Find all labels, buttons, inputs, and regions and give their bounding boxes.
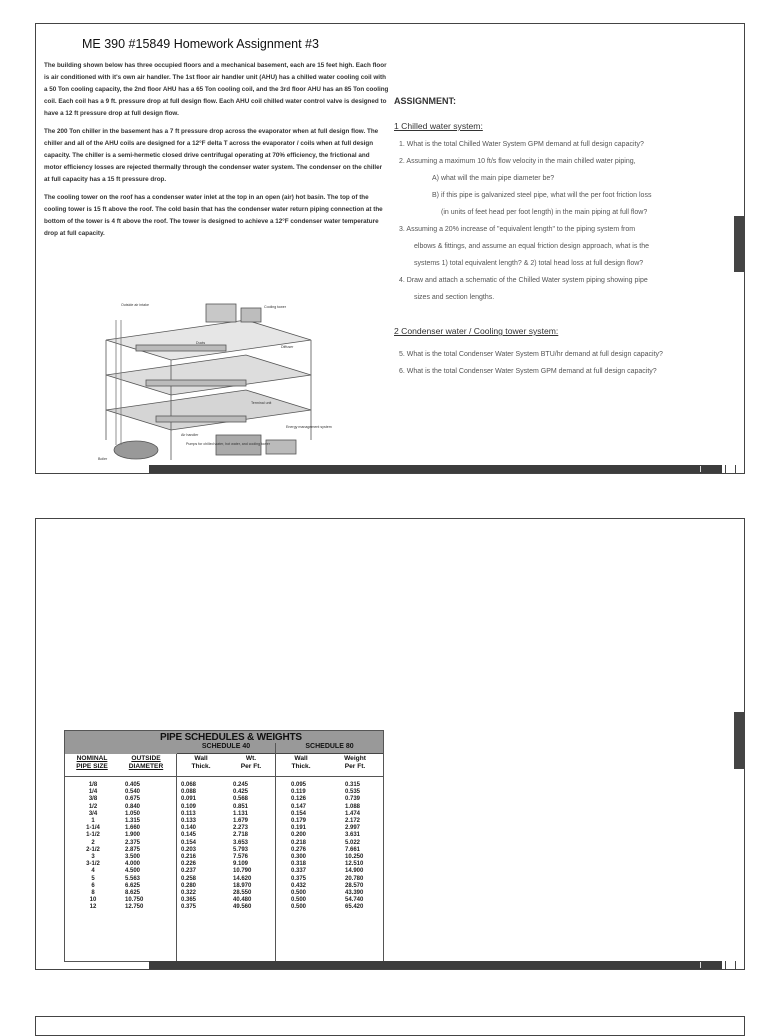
table-cell-outside: 4.000 bbox=[125, 861, 141, 868]
table-cell-wt80: 28.570 bbox=[345, 882, 364, 889]
table-cell-wt40: 1.679 bbox=[233, 818, 249, 825]
table-cell-wt80: 7.661 bbox=[345, 846, 361, 853]
table-cell-wall40: 0.258 bbox=[181, 875, 197, 882]
header-divider bbox=[65, 776, 383, 777]
section-chilled-water: 1 Chilled water system: bbox=[394, 121, 483, 131]
table-cell-wall80: 0.119 bbox=[291, 789, 306, 796]
table-cell-wt40: 2.718 bbox=[233, 832, 249, 839]
label-boiler: Boiler bbox=[98, 457, 108, 461]
table-cell-nominal: 2 bbox=[91, 839, 95, 846]
table-cell-wt80: 2.172 bbox=[345, 818, 361, 825]
table-cell-nominal: 2-1/2 bbox=[86, 846, 100, 853]
table-cell-outside: 1.660 bbox=[125, 825, 141, 832]
table-cell-wt80: 14.900 bbox=[345, 868, 364, 875]
horizontal-scrollbar-2[interactable] bbox=[149, 961, 722, 969]
table-cell-wt80: 2.997 bbox=[345, 825, 361, 832]
table-cell-wall40: 0.237 bbox=[181, 868, 197, 875]
slide-page-1 bbox=[35, 23, 745, 474]
table-cell-wt80: 10.250 bbox=[345, 854, 364, 861]
table-cell-wall80: 0.126 bbox=[291, 796, 307, 803]
label-ducts: Ducts bbox=[196, 341, 206, 345]
table-cell-wt80: 65.420 bbox=[345, 904, 364, 911]
table-cell-wall80: 0.337 bbox=[291, 868, 307, 875]
table-cell-wt40: 7.576 bbox=[233, 854, 249, 861]
table-cell-nominal: 1/2 bbox=[88, 803, 98, 810]
table-cell-nominal: 3/8 bbox=[88, 796, 98, 803]
col-header-outside: OUTSIDE DIAMETER bbox=[128, 755, 164, 770]
table-cell-wall80: 0.179 bbox=[291, 818, 307, 825]
problem-statement bbox=[44, 60, 389, 246]
label-outside-air: Outside air intake bbox=[121, 303, 149, 307]
table-cell-wall40: 0.133 bbox=[181, 818, 197, 825]
table-cell-nominal: 8 bbox=[91, 890, 95, 897]
column-nominal bbox=[73, 782, 113, 912]
table-cell-outside: 8.625 bbox=[125, 890, 141, 897]
table-cell-wall40: 0.109 bbox=[181, 803, 197, 810]
schedule-80-header: SCHEDULE 80 bbox=[276, 743, 383, 754]
table-cell-nominal: 1/4 bbox=[88, 789, 98, 796]
table-cell-wall80: 0.500 bbox=[291, 904, 307, 911]
table-cell-wt40: 5.793 bbox=[233, 846, 249, 853]
table-cell-wall80: 0.500 bbox=[291, 897, 307, 904]
table-cell-wt40: 3.653 bbox=[233, 839, 249, 846]
col-header-wt80: Weight Per Ft. bbox=[344, 755, 366, 770]
table-cell-wall80: 0.276 bbox=[291, 846, 307, 853]
assignment-section bbox=[394, 96, 739, 375]
table-cell-outside: 0.840 bbox=[125, 803, 141, 810]
table-cell-wall80: 0.191 bbox=[291, 825, 307, 832]
table-cell-nominal: 10 bbox=[89, 897, 97, 904]
hvac-building-diagram bbox=[96, 300, 332, 472]
table-cell-nominal: 1-1/4 bbox=[86, 825, 100, 832]
scroll-corner-left-2 bbox=[725, 961, 734, 969]
table-cell-outside: 1.315 bbox=[125, 818, 141, 825]
table-cell-wall40: 0.113 bbox=[181, 810, 196, 817]
table-cell-wall40: 0.322 bbox=[181, 890, 197, 897]
assignment-heading: ASSIGNMENT: bbox=[394, 96, 457, 106]
table-cell-outside: 0.675 bbox=[125, 796, 141, 803]
table-cell-wall40: 0.365 bbox=[181, 897, 197, 904]
col-header-wall80: Wall Thick. bbox=[291, 755, 311, 770]
col-header-wall40: Wall Thick. bbox=[191, 755, 211, 770]
table-cell-wall40: 0.154 bbox=[181, 839, 197, 846]
table-cell-wt40: 10.790 bbox=[233, 868, 252, 875]
table-cell-nominal: 3-1/2 bbox=[86, 861, 100, 868]
table-cell-wt80: 1.088 bbox=[345, 803, 361, 810]
table-title: PIPE SCHEDULES & WEIGHTS bbox=[160, 732, 302, 743]
table-cell-outside: 5.563 bbox=[125, 875, 141, 882]
table-cell-outside: 10.750 bbox=[125, 897, 144, 904]
scroll-corner-left bbox=[725, 465, 734, 473]
slide-page-3 bbox=[35, 1016, 745, 1036]
table-cell-outside: 1.900 bbox=[125, 832, 141, 839]
table-cell-wt40: 18.970 bbox=[233, 882, 252, 889]
slide-page-2 bbox=[35, 518, 745, 970]
question-2b-line1: B) if this pipe is galvanized steel pipe, what will the per foot friction loss bbox=[432, 192, 652, 199]
table-cell-outside: 1.050 bbox=[125, 810, 141, 817]
table-cell-outside: 12.750 bbox=[125, 904, 144, 911]
table-cell-outside: 2.375 bbox=[125, 839, 141, 846]
table-cell-wall80: 0.147 bbox=[291, 803, 307, 810]
table-cell-outside: 0.405 bbox=[125, 782, 141, 788]
scroll-corner-right bbox=[735, 465, 744, 473]
table-cell-wt80: 3.631 bbox=[345, 832, 361, 839]
side-tab-2[interactable] bbox=[734, 712, 745, 769]
table-cell-wt40: 1.131 bbox=[233, 810, 249, 817]
paragraph-tower: The cooling tower on the roof has a condenser water inlet at the top in an open (air) hot basin. The top of the cooling tower is 15 ft above the roof. The cold basin that has the condenser water return piping connection at the bottom of the tower is 4 ft above the roof. The tower is designed to achieve a 12°F condenser water temperature drop at full capacity. bbox=[44, 194, 383, 237]
paragraph-chiller: The 200 Ton chiller in the basement has a 7 ft pressure drop across the evaporator when at full design flow. The chiller and all of the AHU coils are designed for a 12°F delta T across the evaporator / coils when at full design capacity. The chiller is a semi-hermetic closed drive centrifugal operating at 70% efficiency, the frictional and motor efficiency losses are rejected thermally through the condenser water system. The condenser on the chiller at full capacity has a 15 ft pressure drop. bbox=[44, 128, 383, 183]
column-wt40 bbox=[233, 782, 273, 912]
section-condenser-water: 2 Condenser water / Cooling tower system: bbox=[394, 326, 559, 336]
table-cell-wt40: 0.851 bbox=[233, 803, 249, 810]
table-cell-wall80: 0.200 bbox=[291, 832, 307, 839]
table-cell-wt40: 40.480 bbox=[233, 897, 252, 904]
label-diffuser: Diffuser bbox=[281, 345, 294, 349]
question-6: 6. What is the total Condenser Water System GPM demand at full design capacity? bbox=[399, 368, 657, 375]
table-cell-wt80: 43.390 bbox=[345, 890, 364, 897]
label-air-handler: Air handler bbox=[181, 433, 199, 437]
scroll-corner-right-2 bbox=[735, 961, 744, 969]
table-cell-wall80: 0.432 bbox=[291, 882, 307, 889]
table-cell-wt40: 0.425 bbox=[233, 789, 249, 796]
table-cell-wall80: 0.500 bbox=[291, 890, 307, 897]
question-5: 5. What is the total Condenser Water System BTU/hr demand at full design capacity? bbox=[399, 351, 663, 358]
question-1: 1. What is the total Chilled Water System GPM demand at full design capacity? bbox=[399, 141, 644, 148]
question-3-line1: 3. Assuming a 20% increase of "equivalent length" to the piping system from bbox=[399, 226, 636, 233]
pipe-schedule-table bbox=[64, 730, 384, 962]
question-4-line1: 4. Draw and attach a schematic of the Chilled Water system piping showing pipe bbox=[399, 277, 648, 284]
table-cell-wt80: 0.315 bbox=[345, 782, 361, 788]
table-cell-wall40: 0.145 bbox=[181, 832, 197, 839]
table-cell-wall40: 0.216 bbox=[181, 854, 197, 861]
table-cell-wt80: 54.740 bbox=[345, 897, 364, 904]
table-cell-nominal: 6 bbox=[91, 882, 95, 889]
schedule-40-header: SCHEDULE 40 bbox=[177, 743, 275, 754]
question-3-line3: systems 1) total equivalent length? & 2) total head loss at full design flow? bbox=[414, 260, 644, 267]
table-cell-wt80: 0.535 bbox=[345, 789, 361, 796]
col-header-nominal: NOMINAL PIPE SIZE bbox=[76, 755, 108, 770]
table-cell-wt80: 5.022 bbox=[345, 839, 361, 846]
table-cell-wt80: 12.510 bbox=[345, 861, 364, 868]
column-wt80 bbox=[345, 782, 385, 912]
table-cell-wt80: 20.780 bbox=[345, 875, 364, 882]
column-wall80 bbox=[291, 782, 331, 912]
table-cell-wt40: 2.273 bbox=[233, 825, 249, 832]
question-2b-line2: (in units of feet head per foot length) in the main piping at full flow? bbox=[441, 209, 648, 216]
table-cell-outside: 2.875 bbox=[125, 846, 141, 853]
title-rest: Homework Assignment #3 bbox=[170, 37, 319, 51]
table-cell-wall80: 0.300 bbox=[291, 854, 307, 861]
side-tab[interactable] bbox=[734, 216, 745, 272]
table-cell-wall80: 0.095 bbox=[291, 782, 307, 788]
table-cell-nominal: 1-1/2 bbox=[86, 832, 100, 839]
table-cell-wt40: 49.560 bbox=[233, 904, 252, 911]
table-cell-nominal: 3 bbox=[91, 854, 95, 861]
table-cell-nominal: 5 bbox=[91, 875, 95, 882]
column-outside bbox=[125, 782, 165, 912]
table-cell-outside: 6.625 bbox=[125, 882, 141, 889]
table-cell-nominal: 4 bbox=[91, 868, 95, 875]
table-cell-wt40: 28.550 bbox=[233, 890, 252, 897]
horizontal-scrollbar[interactable] bbox=[149, 465, 722, 473]
table-cell-wt40: 0.245 bbox=[233, 782, 249, 788]
table-cell-wt40: 14.620 bbox=[233, 875, 252, 882]
column-wall40 bbox=[181, 782, 221, 912]
table-cell-outside: 0.540 bbox=[125, 789, 141, 796]
table-cell-wt40: 9.109 bbox=[233, 861, 249, 868]
table-cell-wall80: 0.218 bbox=[291, 839, 307, 846]
question-3-line2: elbows & fittings, and assume an equal friction design approach, what is the bbox=[414, 243, 650, 250]
table-cell-wall40: 0.280 bbox=[181, 882, 197, 889]
table-cell-outside: 3.500 bbox=[125, 854, 141, 861]
table-cell-wall40: 0.088 bbox=[181, 789, 197, 796]
label-terminal-unit: Terminal unit bbox=[251, 401, 272, 405]
question-4-line2: sizes and section lengths. bbox=[414, 294, 495, 301]
table-cell-wall40: 0.140 bbox=[181, 825, 197, 832]
label-pumps: Pumps for chilled water, hot water, and cooling tower bbox=[186, 442, 270, 446]
table-cell-wall40: 0.375 bbox=[181, 904, 197, 911]
page-title bbox=[82, 36, 319, 51]
table-cell-wall80: 0.154 bbox=[291, 810, 307, 817]
table-cell-wall80: 0.375 bbox=[291, 875, 307, 882]
table-cell-wall40: 0.203 bbox=[181, 846, 197, 853]
table-cell-wall80: 0.318 bbox=[291, 861, 307, 868]
table-cell-wt40: 0.568 bbox=[233, 796, 249, 803]
table-cell-wt80: 1.474 bbox=[345, 810, 361, 817]
question-2: 2. Assuming a maximum 10 ft/s flow velocity in the main chilled water piping, bbox=[399, 158, 636, 165]
table-cell-wall40: 0.068 bbox=[181, 782, 197, 788]
table-cell-nominal: 1 bbox=[91, 818, 95, 825]
label-cooling-tower: Cooling tower bbox=[264, 305, 286, 309]
table-cell-outside: 4.500 bbox=[125, 868, 141, 875]
label-energy-management: Energy management system bbox=[286, 425, 332, 429]
table-cell-wall40: 0.226 bbox=[181, 861, 197, 868]
question-2a: A) what will the main pipe diameter be? bbox=[432, 175, 555, 182]
table-cell-wt80: 0.739 bbox=[345, 796, 361, 803]
paragraph-building: The building shown below has three occupied floors and a mechanical basement, each are 15 feet high. Each floor is air conditioned with it's own air handler. The 1st floor air handler unit (AHU) has a chilled water cooling coil with a 50 Ton cooling capacity, the 2nd floor AHU has a 65 Ton cooling coil, and the 3rd floor AHU has an 85 Ton cooling coil. Each coil has a 9 ft. pressure drop at full design flow. Each AHU coil chilled water control valve is designed to have a 12 ft pressure drop at full design flow. bbox=[44, 62, 389, 117]
table-cell-nominal: 1/8 bbox=[88, 782, 98, 788]
table-cell-nominal: 3/4 bbox=[88, 810, 98, 817]
table-cell-nominal: 12 bbox=[89, 904, 97, 911]
col-header-wt40: Wt. Per Ft. bbox=[240, 755, 262, 770]
course-code: ME 390 #15849 bbox=[82, 37, 171, 51]
table-cell-wall40: 0.091 bbox=[181, 796, 197, 803]
